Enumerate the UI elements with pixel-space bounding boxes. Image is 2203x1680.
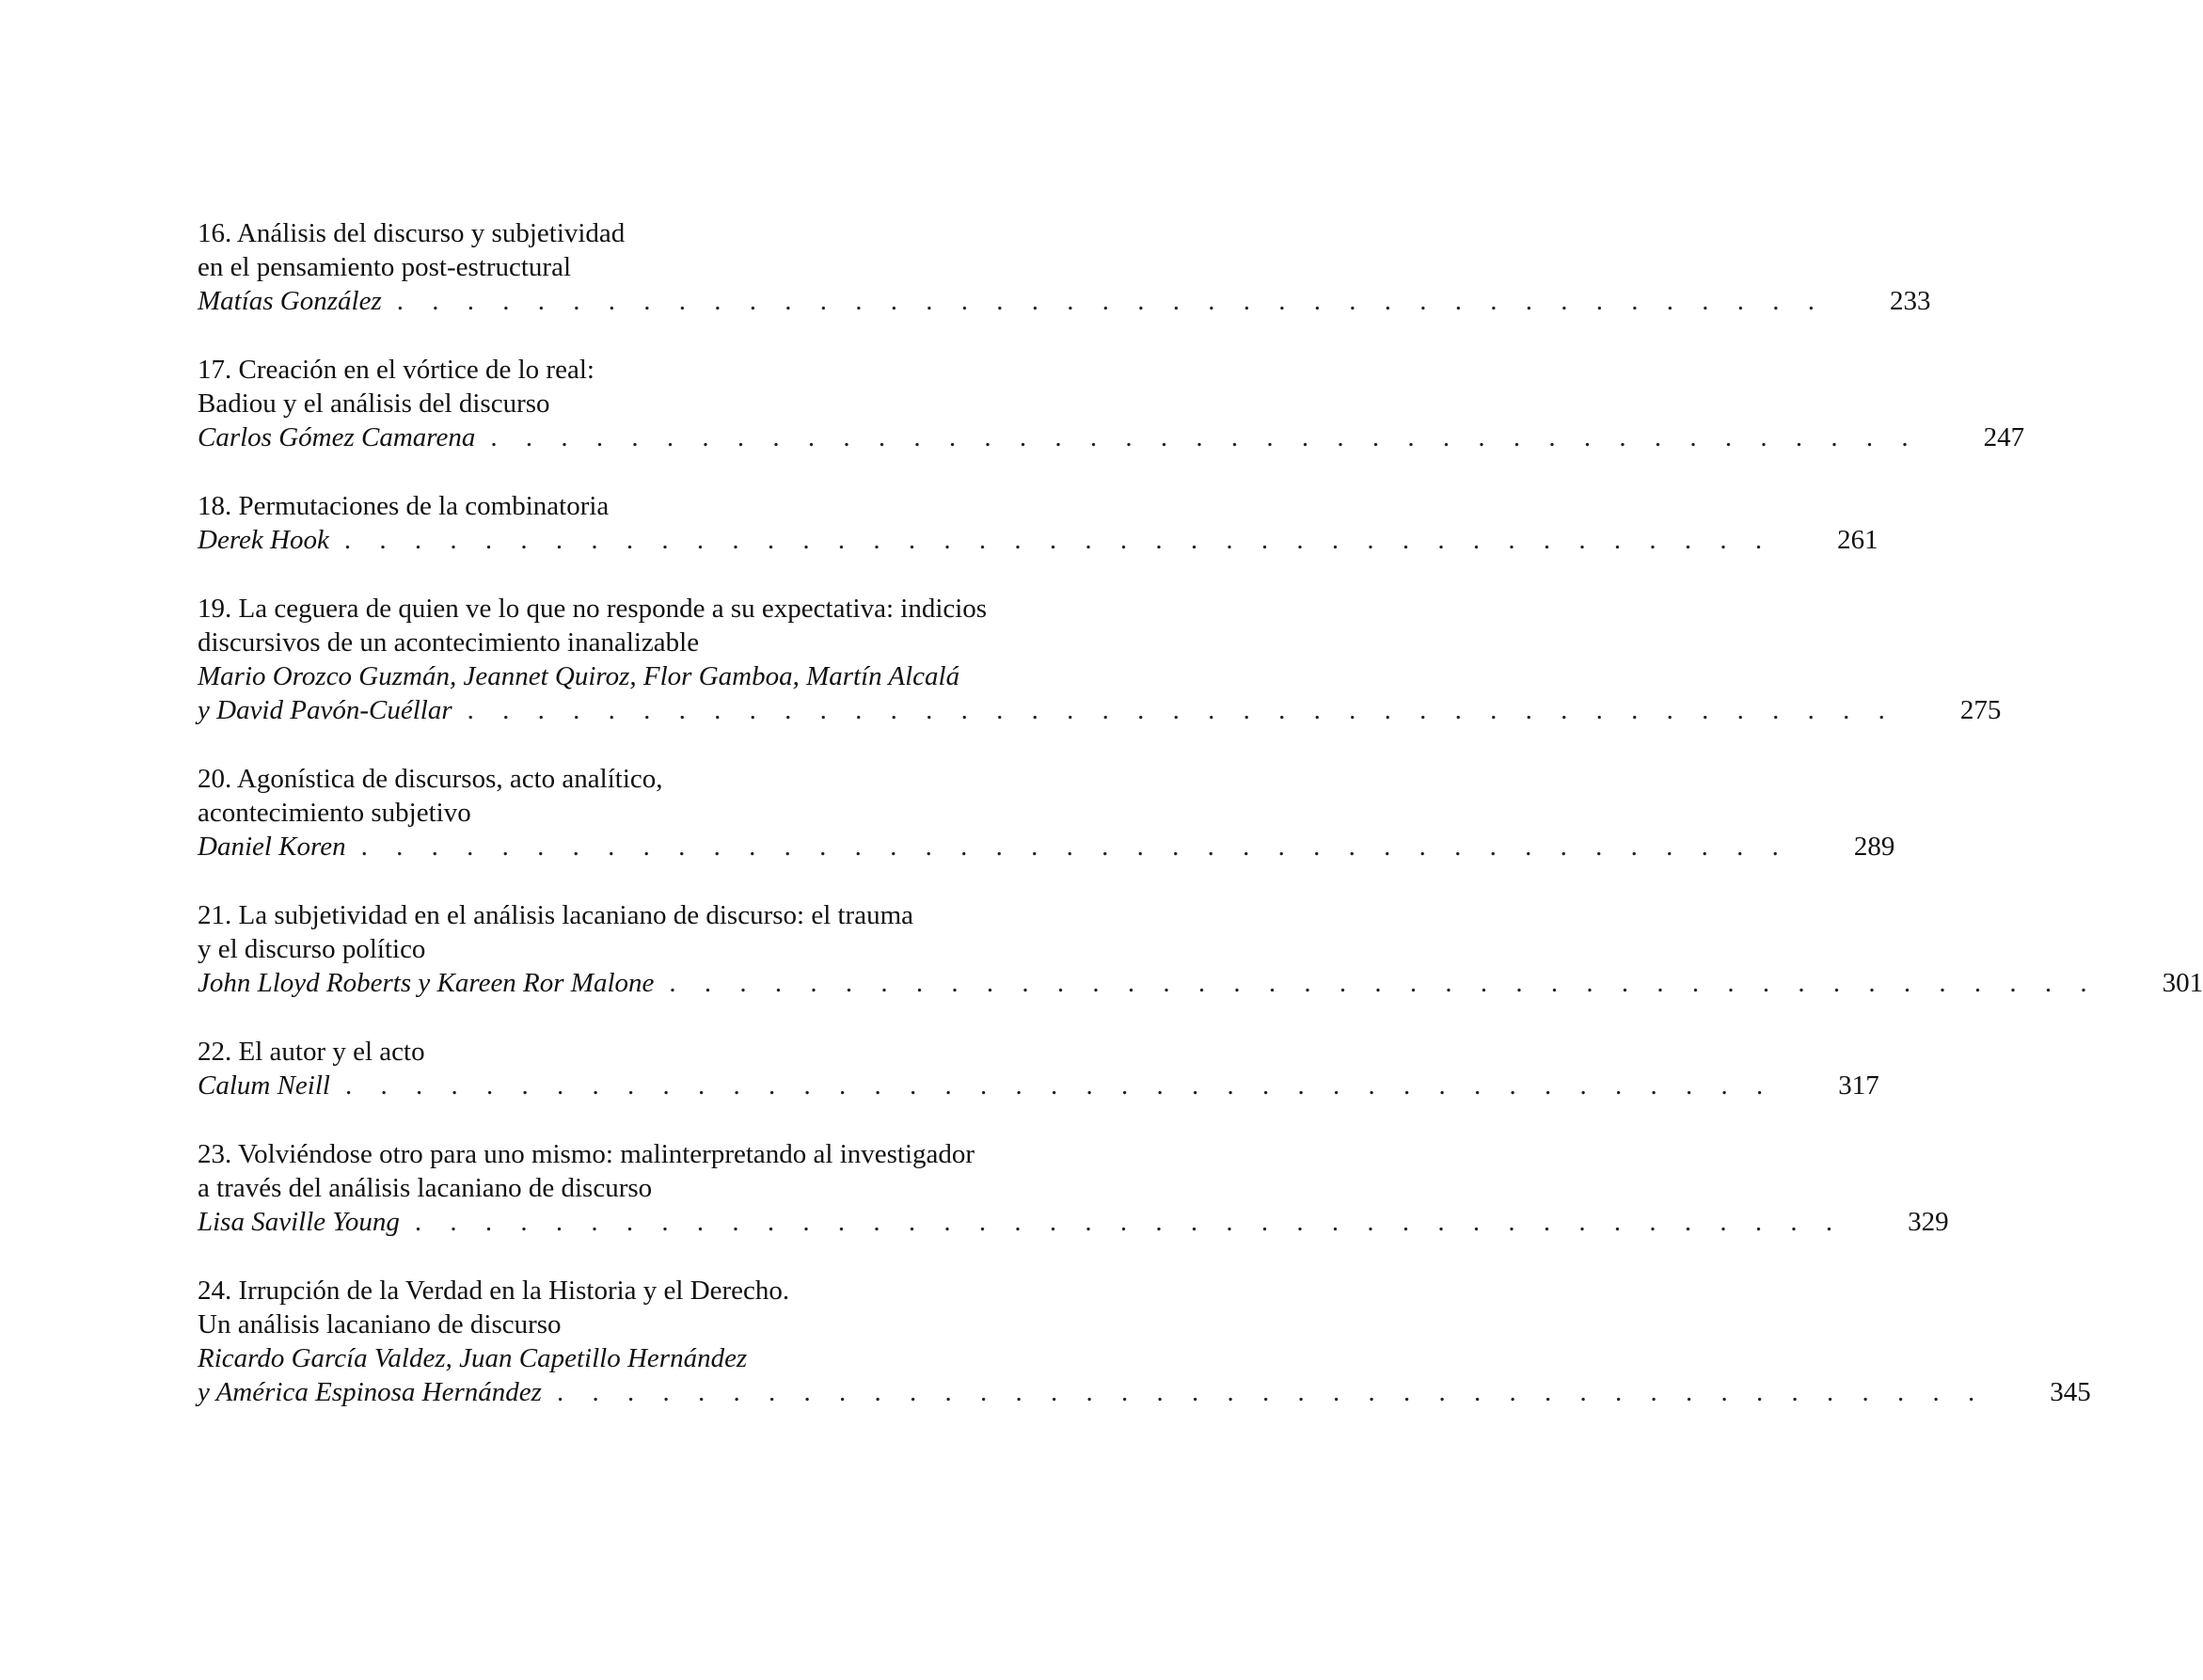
chapter-title-line: 21. La subjetividad en el análisis lacaniano de discurso: el trauma (198, 900, 914, 930)
chapter-author-page-line (198, 693, 2002, 727)
dot-leader: . . . . . . . . . . . . . . . . . . . . . . . . . . . . . . . . . . . . . . . . . (343, 525, 1773, 555)
chapter-author-page-line (198, 966, 2203, 1000)
chapter-title-line: 23. Volviéndose otro para uno mismo: malinterpretando al investigador (198, 1139, 975, 1169)
page-number: 247 (1983, 422, 2025, 452)
chapter-author: y América Espinosa Hernández (198, 1377, 542, 1407)
chapter-author: Matías González (198, 286, 382, 316)
toc-entry (198, 592, 2002, 727)
chapter-author-page-line (198, 1375, 2091, 1409)
dot-leader: . . . . . . . . . . . . . . . . . . . . . . . . . . . . . . . . . . . . . . . . . (396, 286, 1826, 316)
chapter-title-line: discursivos de un acontecimiento inanalizable (198, 627, 700, 658)
chapter-author-page-line (198, 523, 1878, 557)
chapter-title-line: en el pensamiento post-estructural (198, 252, 572, 282)
chapter-author-page-line (198, 1069, 1879, 1102)
page-number: 345 (2050, 1377, 2091, 1407)
dot-leader: . . . . . . . . . . . . . . . . . . . . . . . . . . . . . . . . . . . . . . . . . (360, 832, 1790, 862)
toc-entry (198, 898, 2203, 1000)
chapter-author: Carlos Gómez Camarena (198, 422, 476, 452)
chapter-title-line: Badiou y el análisis del discurso (198, 388, 550, 419)
chapter-title-line: y el discurso político (198, 934, 426, 964)
chapter-title-line: 24. Irrupción de la Verdad en la Historia y el Derecho. (198, 1276, 790, 1306)
chapter-title-line: Un análisis lacaniano de discurso (198, 1309, 562, 1339)
chapter-title-line: 16. Análisis del discurso y subjetividad (198, 218, 626, 248)
toc-entry (198, 1274, 2091, 1409)
chapter-title-line: 19. La ceguera de quien ve lo que no responde a su expectativa: indicios (198, 594, 988, 624)
dot-leader: . . . . . . . . . . . . . . . . . . . . . . . . . . . . . . . . . . . . . . . . . (467, 695, 1896, 725)
toc-entry (198, 353, 2025, 454)
chapter-title-line: 18. Permutaciones de la combinatoria (198, 491, 610, 521)
chapter-author: Daniel Koren (198, 832, 346, 862)
page-number: 289 (1853, 832, 1895, 862)
chapter-title-line: acontecimiento subjetivo (198, 798, 471, 828)
chapter-author: Derek Hook (198, 525, 329, 555)
dot-leader: . . . . . . . . . . . . . . . . . . . . . . . . . . . . . . . . . . . . . . . . . (490, 422, 1920, 452)
dot-leader: . . . . . . . . . . . . . . . . . . . . . . . . . . . . . . . . . . . . . . . . . (344, 1070, 1774, 1101)
chapter-author-page-line (198, 420, 2025, 454)
toc-entry (198, 1035, 1879, 1102)
chapter-author: John Lloyd Roberts y Kareen Ror Malone (198, 968, 655, 998)
page-number: 233 (1890, 286, 1931, 316)
chapter-author: Lisa Saville Young (198, 1207, 400, 1237)
dot-leader: . . . . . . . . . . . . . . . . . . . . . . . . . . . . . . . . . . . . . . . . . (669, 968, 2099, 998)
chapter-title-line: 20. Agonística de discursos, acto analítico, (198, 764, 663, 794)
chapter-title-line: 22. El autor y el acto (198, 1037, 425, 1067)
chapter-title-line: a través del análisis lacaniano de discurso (198, 1173, 653, 1203)
chapter-author-line: Mario Orozco Guzmán, Jeannet Quiroz, Flor Gamboa, Martín Alcalá (198, 661, 960, 691)
chapter-author-page-line (198, 284, 1931, 318)
page-number: 275 (1959, 695, 2002, 725)
toc-entry (198, 762, 1895, 864)
page-number: 317 (1838, 1070, 1879, 1101)
page-number: 329 (1908, 1207, 1949, 1237)
chapter-author: y David Pavón-Cuéllar (198, 695, 452, 725)
page-number: 301 (2162, 968, 2203, 998)
table-of-contents (198, 216, 2203, 1444)
chapter-author-page-line (198, 1205, 1949, 1239)
chapter-author-page-line (198, 830, 1895, 864)
chapter-title-line: 17. Creación en el vórtice de lo real: (198, 355, 594, 385)
dot-leader: . . . . . . . . . . . . . . . . . . . . . . . . . . . . . . . . . . . . . . . . . (414, 1207, 1844, 1237)
toc-entry (198, 1137, 1949, 1239)
chapter-author-line: Ricardo García Valdez, Juan Capetillo Hernández (198, 1343, 748, 1373)
toc-entry (198, 489, 1878, 557)
toc-entry (198, 216, 1931, 318)
page-number: 261 (1837, 525, 1878, 555)
dot-leader: . . . . . . . . . . . . . . . . . . . . . . . . . . . . . . . . . . . . . . . . . (556, 1377, 1986, 1407)
chapter-author: Calum Neill (198, 1070, 330, 1101)
